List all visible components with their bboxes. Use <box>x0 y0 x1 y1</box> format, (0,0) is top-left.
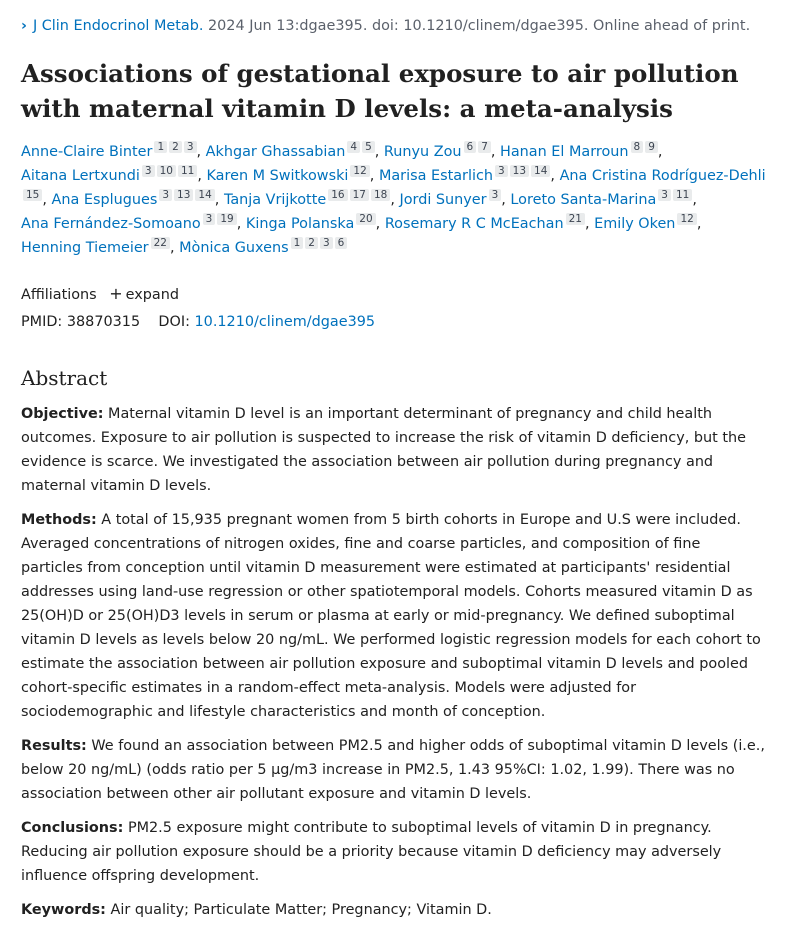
keywords-label: Keywords: <box>21 902 106 918</box>
section-label: Objective: <box>21 406 104 422</box>
affiliation-number[interactable]: 3 <box>495 165 508 177</box>
affiliation-number[interactable]: 3 <box>320 237 333 249</box>
section-text: We found an association between PM2.5 and higher odds of suboptimal vitamin D levels (i.e., below 20 ng/mL) (odds ratio per 5 µg/m3 increase in PM2.5, 1.43 95%CI: 1.02, 1.99). There was no association between other air pollutant exposure and vitamin D levels. <box>21 738 765 802</box>
author-link[interactable]: Anne-Claire Binter <box>21 144 153 160</box>
pmid-label: PMID: <box>21 314 63 330</box>
article-title: Associations of gestational exposure to air pollution with maternal vitamin D levels: a meta-analysis <box>21 59 739 123</box>
affiliation-number[interactable]: 13 <box>510 165 529 177</box>
section-label: Methods: <box>21 512 97 528</box>
affiliation-number[interactable]: 5 <box>362 141 375 153</box>
affiliation-refs <box>348 165 369 177</box>
author-link[interactable]: Kinga Polanska <box>245 216 355 232</box>
affiliation-refs <box>152 141 196 153</box>
affiliation-refs <box>345 141 374 153</box>
citation-line <box>21 14 781 38</box>
affiliation-refs <box>140 165 197 177</box>
affiliation-number[interactable]: 19 <box>217 213 236 225</box>
affiliation-number[interactable]: 10 <box>157 165 176 177</box>
plus-icon: + <box>109 284 123 303</box>
section-text: A total of 15,935 pregnant women from 5 birth cohorts in Europe and U.S were included. Averaged concentrations of nitrogen oxides, fine and coarse particles, and composition of fine particles from conception until vitamin D measurement were estimated at participants' residential addresses using land-use regression or other spatiotemporal models. Cohorts measured vitamin D as 25(OH)D or 25(OH)D3 levels in serum or plasma at early or mid-pregnancy. We defined suboptimal vitamin D levels as levels below 20 ng/mL. We performed logistic regression models for each cohort to estimate the association between air pollution exposure and suboptimal vitamin D levels and pooled cohort-specific estimates in a random-effect meta-analysis. Models were adjusted for sociodemographic and lifestyle characteristics and month of conception. <box>21 512 761 720</box>
author-link[interactable]: Akhgar Ghassabian <box>205 144 346 160</box>
affiliation-refs <box>354 213 375 225</box>
abstract-heading: Abstract <box>21 366 108 390</box>
pmid-value: 38870315 <box>66 314 141 330</box>
affiliation-number[interactable]: 2 <box>305 237 318 249</box>
affiliation-refs <box>462 141 491 153</box>
abstract-body <box>21 402 781 922</box>
affiliation-number[interactable]: 4 <box>347 141 360 153</box>
affiliation-number[interactable]: 3 <box>489 189 502 201</box>
affiliation-refs <box>289 237 348 249</box>
section-label: Conclusions: <box>21 820 124 836</box>
doi-link[interactable]: 10.1210/clinem/dgae395 <box>194 314 376 330</box>
expand-affiliations-button[interactable] <box>109 284 179 303</box>
affiliation-number[interactable]: 2 <box>169 141 182 153</box>
author-list: Anne-Claire Binter 1 2 3 , Akhgar Ghassabian 4 5 , Runyu Zou 6 7 , Hanan El Marroun 8 9 , Aitana Lertxundi 3 10 11 , Karen M Switkowski 12 , Marisa Estarlich 3 13 14 , Ana Cristina Rodríguez-Dehli15 , Ana Esplugues 3 13 14 , Tanja Vrijkotte 16 17 18 , Jordi Sunyer 3 , Loreto Santa-Marina 3 11 , Ana Fernández-Somoano 3 19 , Kinga Polanska 20 , Rosemary R C McEachan 21 , Emily Oken 12 , Henning Tiemeier 22 , Mònica Guxens 1 2 3 6 <box>21 141 766 256</box>
affiliation-number[interactable]: 3 <box>658 189 671 201</box>
affiliation-refs <box>675 213 696 225</box>
section-label: Results: <box>21 738 87 754</box>
affiliation-number[interactable]: 3 <box>184 141 197 153</box>
affiliation-number[interactable]: 18 <box>371 189 390 201</box>
author-link[interactable]: Jordi Sunyer <box>399 192 487 208</box>
affiliation-refs <box>656 189 692 201</box>
abstract-methods <box>21 508 766 724</box>
affiliations-label: Affiliations <box>21 287 97 303</box>
affiliation-number[interactable]: 17 <box>350 189 369 201</box>
affiliation-number[interactable]: 15 <box>23 189 42 201</box>
affiliation-number[interactable]: 3 <box>203 213 216 225</box>
affiliation-refs <box>487 189 502 201</box>
affiliation-number[interactable]: 11 <box>178 165 197 177</box>
affiliation-number[interactable]: 6 <box>335 237 348 249</box>
author-link[interactable]: Ana Fernández-Somoano <box>21 216 201 232</box>
author-link[interactable]: Henning Tiemeier <box>21 240 149 256</box>
expand-label: expand <box>125 287 179 303</box>
author-link[interactable]: Marisa Estarlich <box>378 168 493 184</box>
doi-label: DOI: <box>158 314 190 330</box>
identifiers-row <box>21 309 781 336</box>
citation-details: 2024 Jun 13:dgae395. doi: 10.1210/clinem/dgae395. Online ahead of print. <box>208 18 751 34</box>
affiliations-row <box>21 280 781 309</box>
affiliation-number[interactable]: 3 <box>159 189 172 201</box>
affiliation-number[interactable]: 14 <box>531 165 550 177</box>
affiliation-number[interactable]: 16 <box>328 189 347 201</box>
affiliation-refs <box>493 165 550 177</box>
chevron-right-icon[interactable]: › <box>21 18 27 34</box>
affiliation-refs <box>629 141 658 153</box>
author-link[interactable]: Emily Oken <box>594 216 676 232</box>
author-link[interactable]: Aitana Lertxundi <box>21 168 140 184</box>
abstract-objective <box>21 402 766 498</box>
author-link[interactable]: Mònica Guxens <box>179 240 289 256</box>
keywords-text: Air quality; Particulate Matter; Pregnancy; Vitamin D. <box>110 902 492 918</box>
affiliation-number[interactable]: 12 <box>350 165 369 177</box>
affiliation-refs <box>326 189 390 201</box>
affiliation-number[interactable]: 21 <box>566 213 585 225</box>
author-link[interactable]: Karen M Switkowski <box>206 168 349 184</box>
author-link[interactable]: Ana Esplugues <box>51 192 158 208</box>
affiliation-number[interactable]: 1 <box>154 141 167 153</box>
affiliation-number[interactable]: 7 <box>478 141 491 153</box>
keywords <box>21 898 766 922</box>
abstract-conclusions <box>21 816 766 888</box>
section-text: PM2.5 exposure might contribute to suboptimal levels of vitamin D in pregnancy. Reducing air pollution exposure should be a priority because vitamin D deficiency may adversely influence offspring development. <box>21 820 722 884</box>
affiliation-number[interactable]: 20 <box>356 213 375 225</box>
abstract-results <box>21 734 766 806</box>
author-link[interactable]: Ana Cristina Rodríguez-Dehli <box>559 168 766 184</box>
author-link[interactable]: Tanja Vrijkotte <box>223 192 327 208</box>
affiliation-refs <box>564 213 585 225</box>
affiliation-number[interactable]: 11 <box>673 189 692 201</box>
affiliation-refs <box>21 189 42 201</box>
affiliation-refs <box>201 213 237 225</box>
affiliation-number[interactable]: 8 <box>631 141 644 153</box>
affiliation-refs <box>157 189 214 201</box>
affiliation-number[interactable]: 9 <box>645 141 658 153</box>
author-link[interactable]: Runyu Zou <box>383 144 462 160</box>
journal-link[interactable]: J Clin Endocrinol Metab. <box>32 18 204 34</box>
affiliation-number[interactable]: 6 <box>464 141 477 153</box>
affiliation-refs <box>149 237 170 249</box>
affiliation-number[interactable]: 3 <box>142 165 155 177</box>
affiliation-number[interactable]: 1 <box>291 237 304 249</box>
affiliation-number[interactable]: 12 <box>677 213 696 225</box>
author-link[interactable]: Rosemary R C McEachan <box>384 216 564 232</box>
affiliation-number[interactable]: 14 <box>195 189 214 201</box>
affiliation-number[interactable]: 22 <box>151 237 170 249</box>
author-link[interactable]: Loreto Santa-Marina <box>510 192 657 208</box>
article-meta <box>21 280 781 336</box>
author-link[interactable]: Hanan El Marroun <box>500 144 629 160</box>
section-text: Maternal vitamin D level is an important determinant of pregnancy and child health outcomes. Exposure to air pollution is suspected to increase the risk of vitamin D deficiency, but the evidence is scarce. We investigated the association between air pollution during pregnancy and maternal vitamin D levels. <box>21 406 746 494</box>
affiliation-number[interactable]: 13 <box>174 189 193 201</box>
